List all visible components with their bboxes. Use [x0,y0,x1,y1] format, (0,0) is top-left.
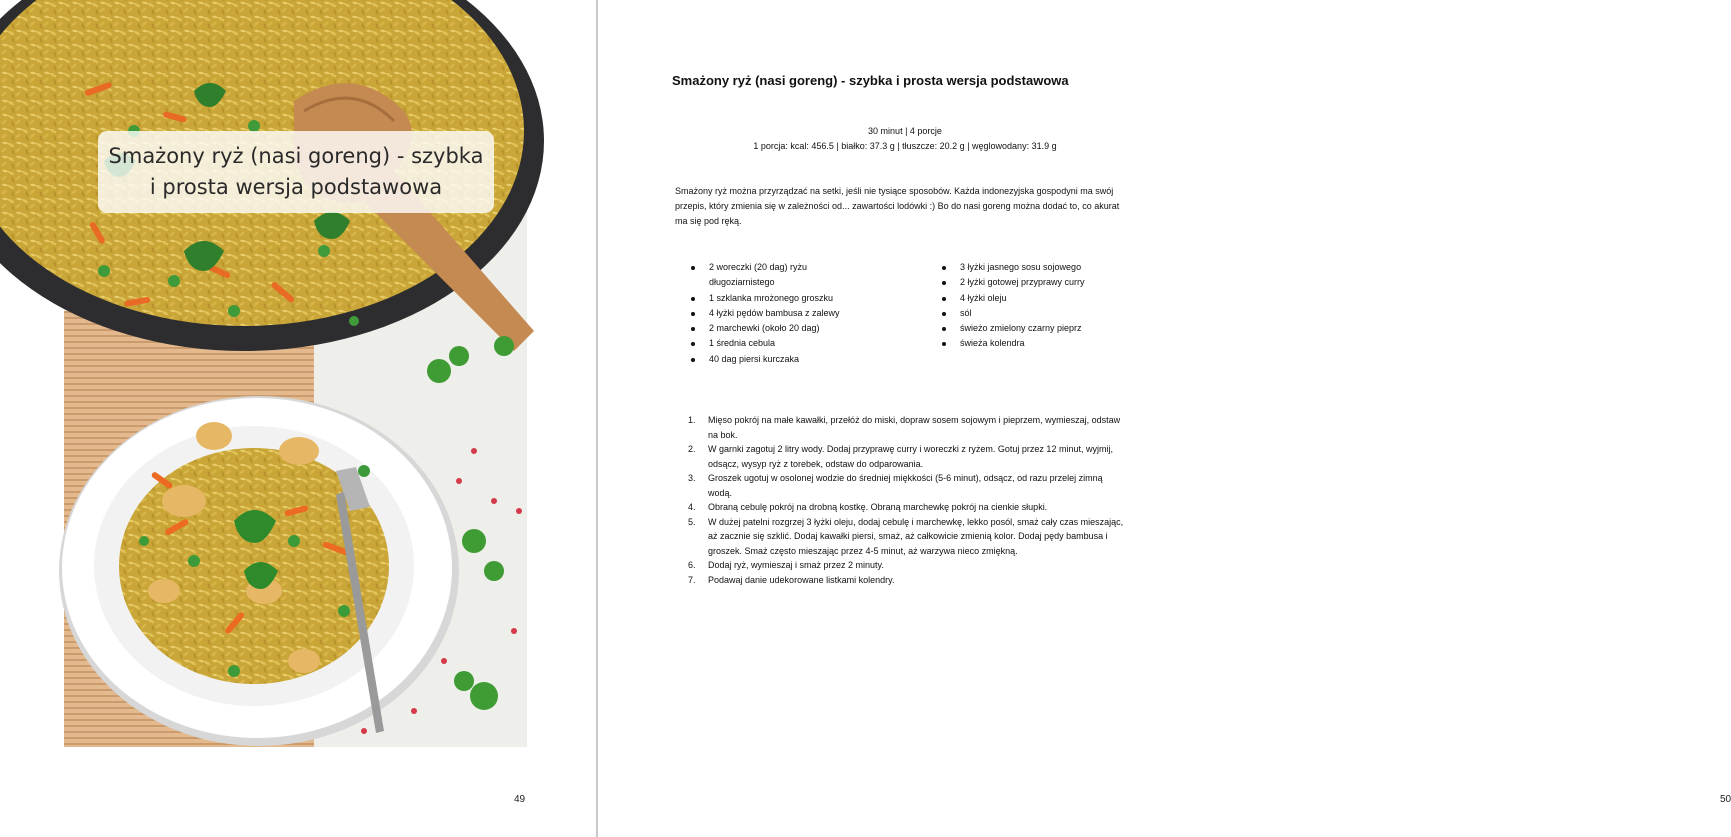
recipe-meta [598,124,1212,154]
ingredient-item: 2 marchewki (około 20 dag) [690,321,855,336]
step-text: Obraną cebulę pokrój na drobną kostkę. Obraną marchewkę pokrój na cienkie słupki. [708,502,1048,512]
step-item [688,500,1128,515]
step-number: 4. [688,502,696,512]
step-item [688,558,1128,573]
ingredient-item: sól [941,306,1116,321]
page-number-left: 49 [514,794,526,805]
step-number: 3. [688,473,696,483]
step-text: W dużej patelni rozgrzej 3 łyżki oleju, dodaj cebulę i marchewkę, lekko posól, smaż cały czas mieszając, aż zacznie się szklić. Dodaj kawałki piersi, smaż, aż całkowicie zmienią kolor. Dodaj pędy bambusa i groszek. Smaż często mieszając przez 4-5 minut, aż warzywa nieco zmiękną. [708,516,1124,556]
ingredient-item: 1 średnia cebula [690,336,855,351]
step-number: 7. [688,574,696,585]
step-text: Groszek ugotuj w osolonej wodzie do średniej miękkości (5-6 minut), odsącz, od razu przelej zimną wodą. [708,473,1103,498]
step-item [688,413,1128,442]
ingredient-item: 2 woreczki (20 dag) ryżu długoziarnistego [690,260,855,291]
step-number: 1. [688,415,696,425]
step-text: Podawaj danie udekorowane listkami kolendry. [708,574,895,585]
ingredients-list-2 [941,260,1116,352]
step-item [688,471,1128,500]
step-number: 5. [688,516,696,527]
step-text: W garnki zagotuj 2 litry wody. Dodaj przyprawę curry i woreczki z ryżem. Gotuj przez 12 minut, wyjmij, odsącz, wysyp ryż z torebek, odstaw do odparowania. [708,444,1113,469]
time-servings: 30 minut | 4 porcje [868,126,942,136]
right-page [598,0,1731,837]
ingredient-item: 4 łyżki oleju [941,291,1116,306]
step-item [688,515,1128,559]
step-number: 2. [688,444,696,454]
left-page [0,0,596,837]
nutrition-info: 1 porcja: kcal: 456.5 | białko: 37.3 g | tłuszcze: 20.2 g | węglowodany: 31.9 g [753,141,1057,151]
ingredient-item: 40 dag piersi kurczaka [690,352,855,367]
recipe-title: Smażony ryż (nasi goreng) - szybka i prosta wersja podstawowa [672,73,1069,88]
step-number: 6. [688,560,696,570]
ingredient-item: 4 łyżki pędów bambusa z zalewy [690,306,855,321]
page-number-right: 50 [1720,794,1731,805]
step-item [688,442,1128,471]
preparation-steps [688,413,1128,587]
step-text: Mięso pokrój na małe kawałki, przełóż do miski, dopraw sosem sojowym i pieprzem, wymieszaj, odstaw na bok. [708,415,1121,440]
recipe-intro: Smażony ryż można przyrządzać na setki, jeśli nie tysiące sposobów. Każda indonezyjska gospodyni ma swój przepis, który zmienia się w zależności od... zawartości lodówki :) Bo do nasi goreng można dodać to, co akurat ma się pod ręką. [675,186,1120,226]
photo-title: Smażony ryż (nasi goreng) - szybka i prosta wersja podstawowa [108,144,484,199]
ingredient-item: świeża kolendra [941,336,1116,351]
ingredient-item: świeżo zmielony czarny pieprz [941,321,1116,336]
ingredient-item: 2 łyżki gotowej przyprawy curry [941,275,1116,290]
ingredients-list-1 [690,260,855,367]
step-item [688,573,1128,588]
step-text: Dodaj ryż, wymieszaj i smaż przez 2 minuty. [708,560,884,570]
ingredient-item: 1 szklanka mrożonego groszku [690,291,855,306]
ingredient-item: 3 łyżki jasnego sosu sojowego [941,260,1116,275]
photo-title-overlay [98,131,494,213]
